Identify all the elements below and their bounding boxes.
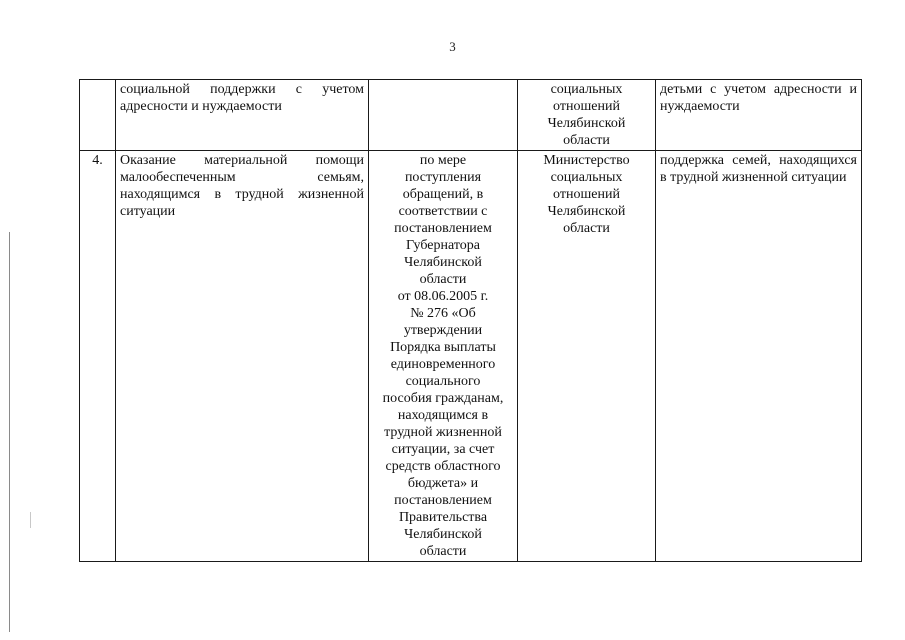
table-row [80,151,862,562]
result-cell: поддержка семей, находящихся в трудной жизненной ситуации [656,151,862,562]
table-row [80,80,862,151]
page-number: 3 [449,39,456,54]
scan-margin-line [9,232,10,632]
scan-margin-mark [30,512,31,528]
term-cell: по мере поступления обращений, в соответствии с постановлением Губернатора Челябинской области от 08.06.2005 г. № 276 «Об утверждении Порядка выплаты единовременного социального пособия гражданам, находящимся в трудной жизненной ситуации, за счет средств областного бюджета» и постановлением Правительства Челябинской области [369,151,518,562]
row-number-cell: 4. [80,151,116,562]
measures-table [79,79,862,562]
executor-cell: Министерство социальных отношений Челябинской области [518,151,656,562]
row-number-cell [80,80,116,151]
result-cell: детьми с учетом адресности и нуждаемости [656,80,862,151]
event-cell: социальной поддержки с учетом адресности и нуждаемости [116,80,369,151]
term-cell [369,80,518,151]
executor-cell: социальных отношений Челябинской области [518,80,656,151]
event-cell: Оказание материальной помощи малообеспеченным семьям, находящимся в трудной жизненной ситуации [116,151,369,562]
